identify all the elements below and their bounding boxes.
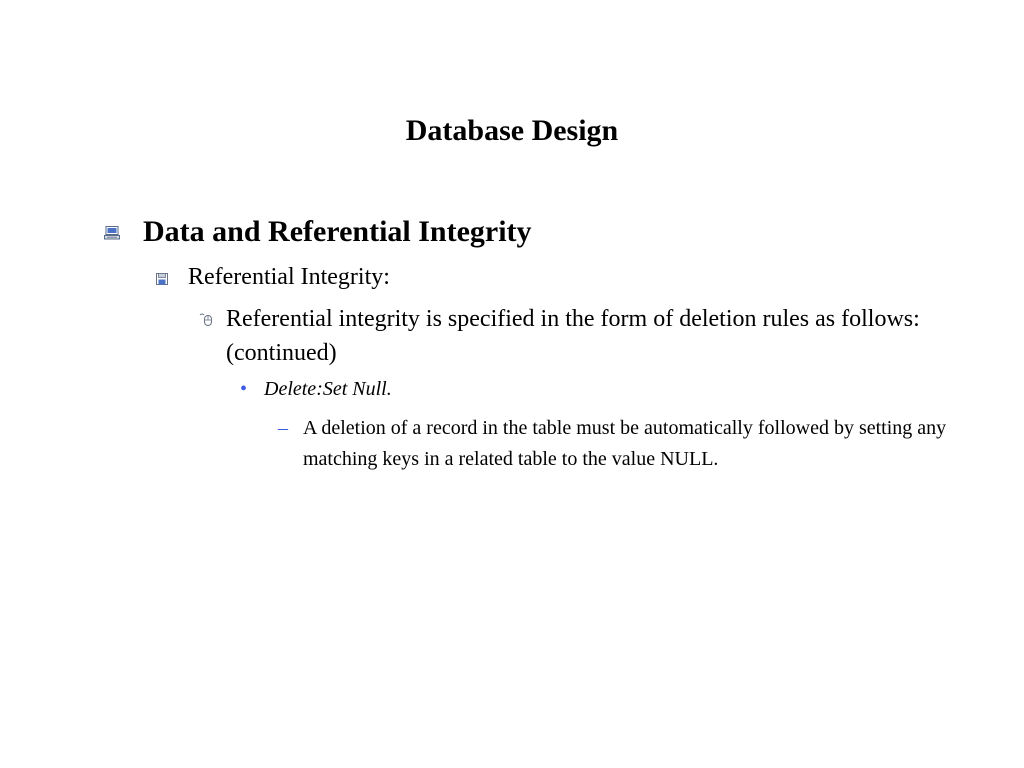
bullet-dash: –: [278, 417, 288, 439]
level-1-text: Data and Referential Integrity: [143, 215, 532, 248]
bullet-level-5: [278, 413, 958, 475]
bullet-level-1: [104, 213, 532, 251]
mouse-icon: [199, 302, 226, 331]
level-4-text: Delete:Set Null.: [264, 378, 392, 400]
bullet-dot: •: [240, 378, 248, 400]
slide-title: Database Design: [405, 114, 619, 147]
level-2-text: Referential Integrity:: [188, 264, 390, 290]
computer-icon: [104, 213, 143, 245]
level-3-text: Referential integrity is specified in the form of deletion rules as follows: (continued): [226, 306, 920, 366]
bullet-level-2: [156, 262, 390, 292]
level-5-text: A deletion of a record in the table must be automatically followed by setting any matching keys in a related table to the value NULL.: [303, 417, 947, 470]
bullet-level-4: [240, 375, 392, 403]
bullet-level-3: [199, 302, 959, 370]
floppy-disk-icon: [156, 262, 188, 290]
